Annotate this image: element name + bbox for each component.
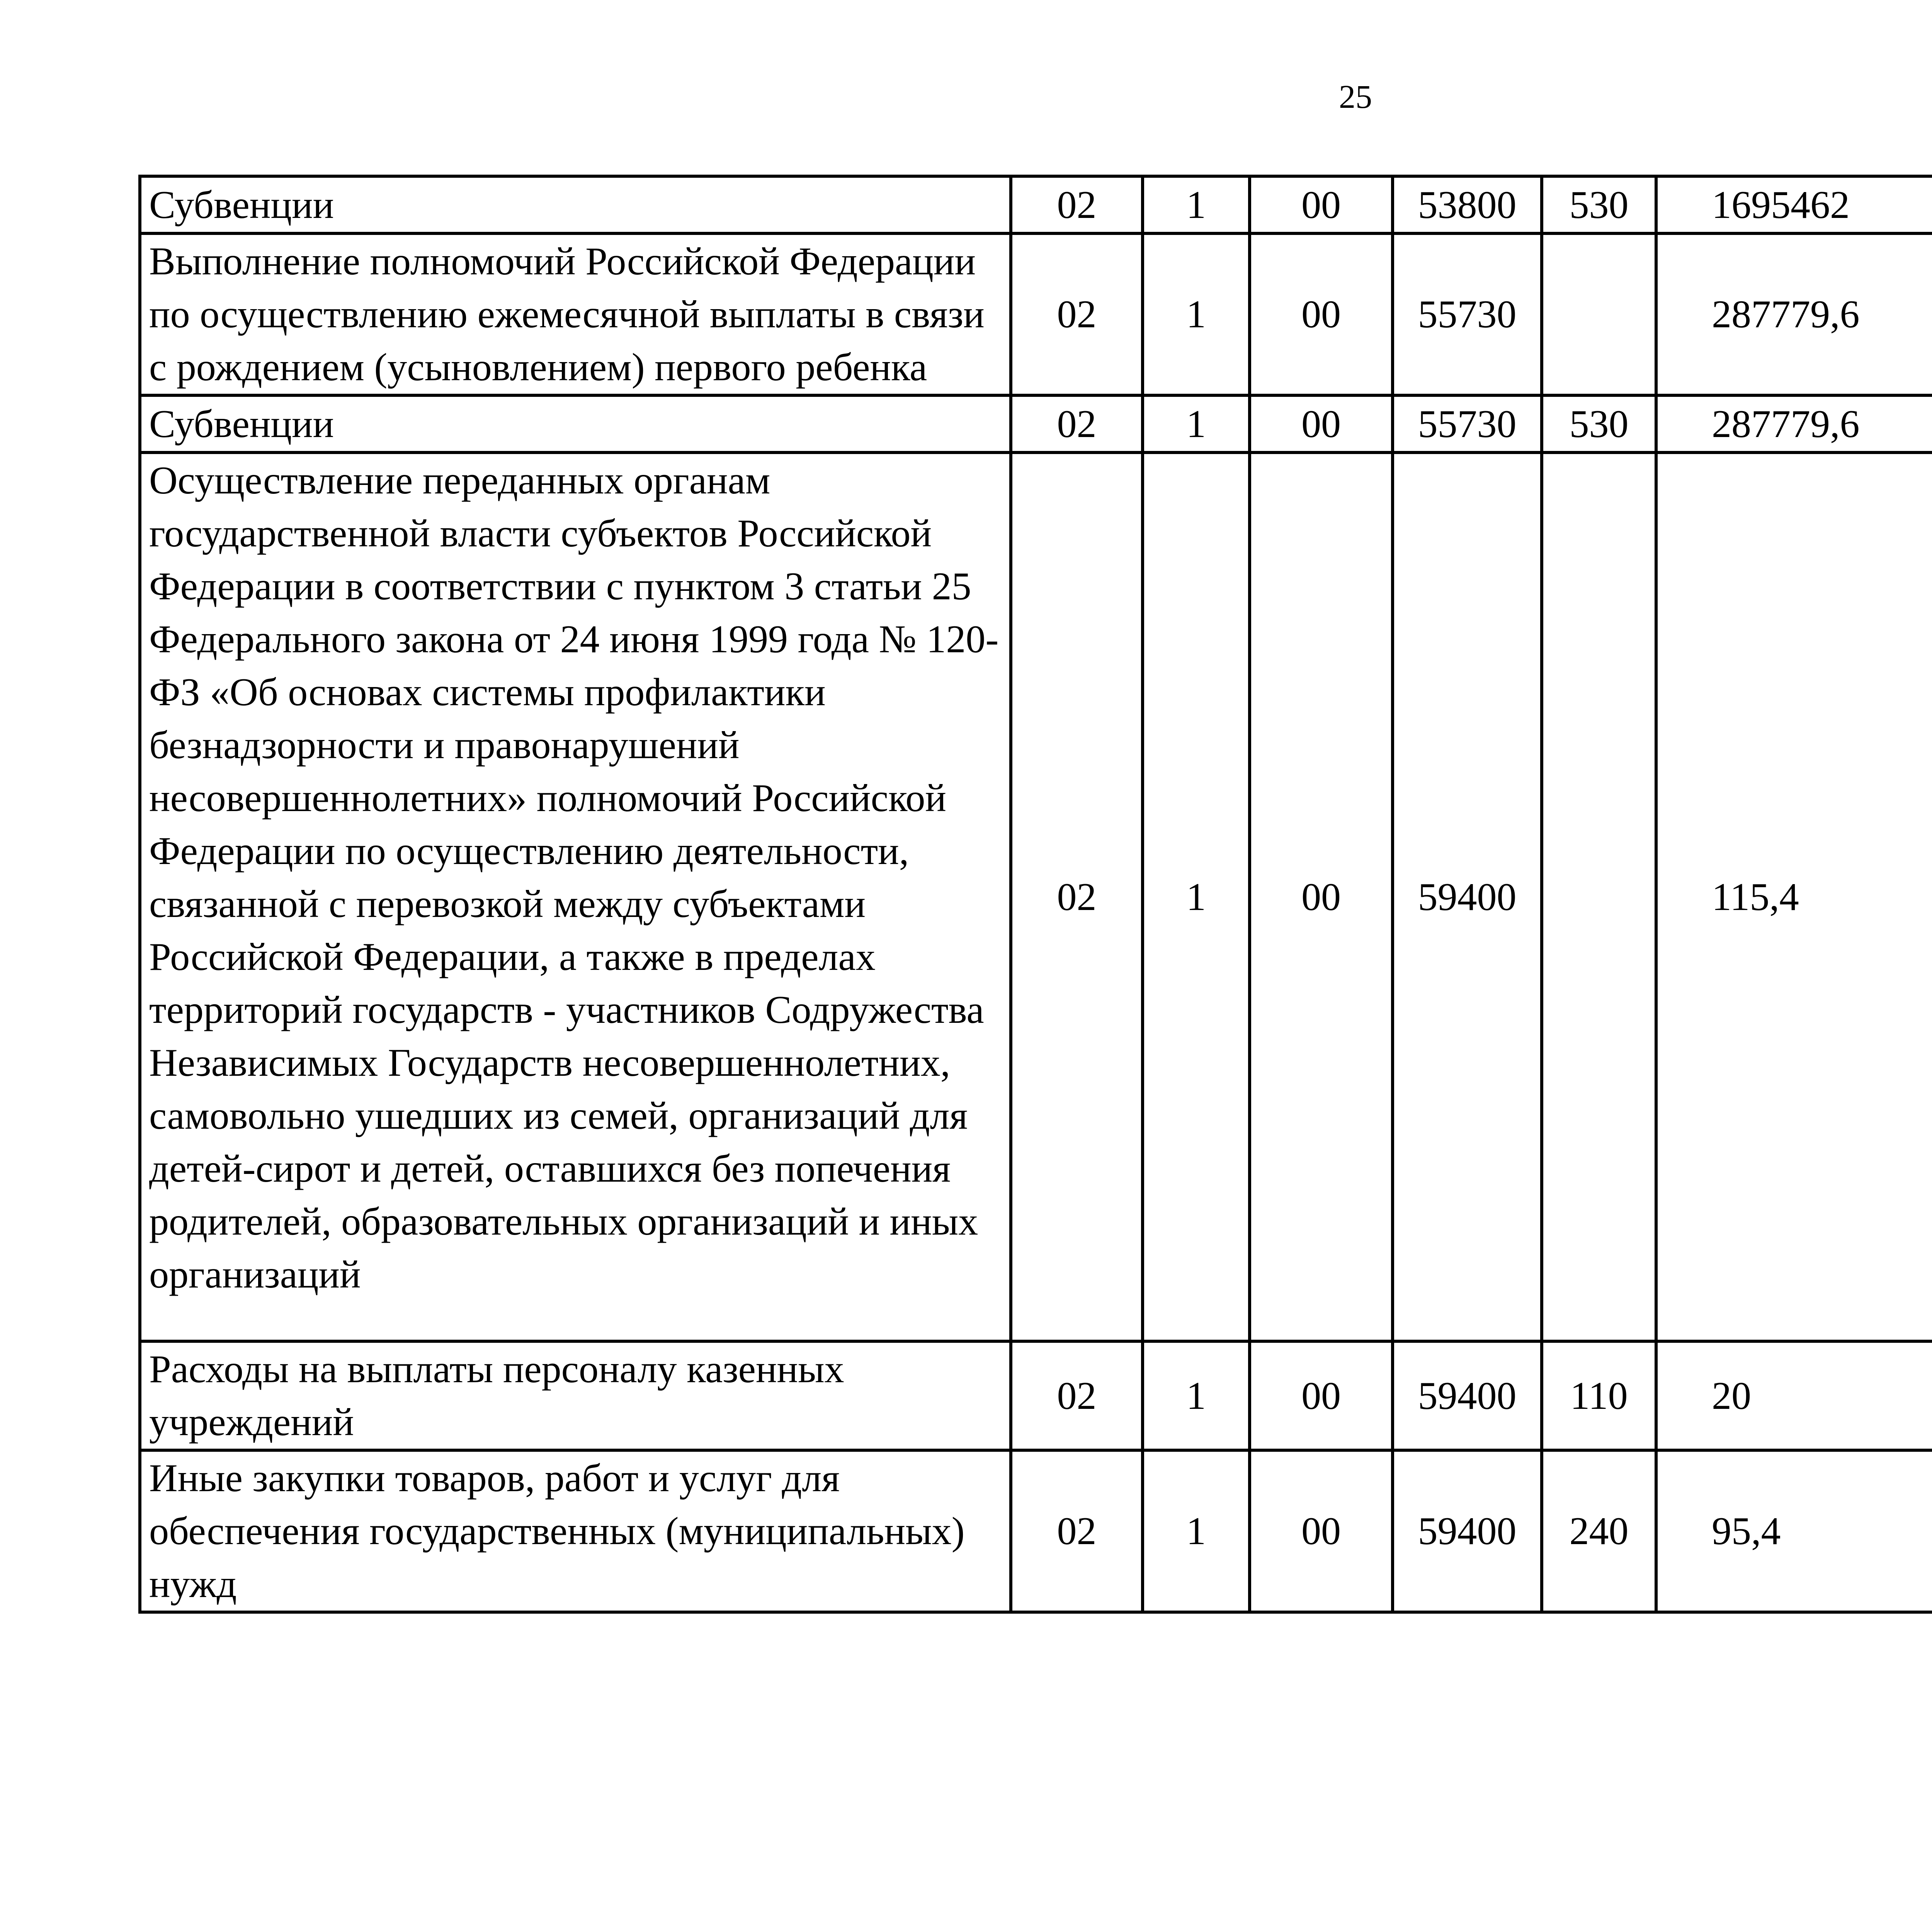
expense-type-code: 530 — [1542, 395, 1656, 452]
amount-year-1: 1695462 — [1656, 176, 1932, 233]
subprogram-code: 00 — [1250, 395, 1393, 452]
expense-type-code: 110 — [1542, 1341, 1656, 1450]
row-name: Расходы на выплаты персоналу казенных учреждений — [140, 1341, 1011, 1450]
program-code: 1 — [1143, 233, 1250, 395]
program-code: 1 — [1143, 1341, 1250, 1450]
row-name: Иные закупки товаров, работ и услуг для обеспечения государственных (муниципальных) нужд — [140, 1450, 1011, 1612]
subprogram-code: 00 — [1250, 452, 1393, 1341]
section-code: 02 — [1011, 233, 1143, 395]
row-name: Выполнение полномочий Российской Федерации по осуществлению ежемесячной выплаты в связи с рождением (усыновлением) первого ребенка — [140, 233, 1011, 395]
table-row — [140, 452, 1932, 1341]
program-code: 1 — [1143, 1450, 1250, 1612]
amount-year-1: 287779,6 — [1656, 233, 1932, 395]
expense-type-code: 240 — [1542, 1450, 1656, 1612]
program-code: 1 — [1143, 395, 1250, 452]
table-row — [140, 1341, 1932, 1450]
expense-type-code — [1542, 452, 1656, 1341]
budget-table — [138, 175, 1932, 1614]
section-code: 02 — [1011, 1341, 1143, 1450]
subprogram-code: 00 — [1250, 1450, 1393, 1612]
row-name: Осуществление переданных органам государственной власти субъектов Российской Федерации в соответствии с пунктом 3 статьи 25 Федерального закона от 24 июня 1999 года № 120-ФЗ «Об основах системы профилактики безнадзорности и правонарушений несовершеннолетних» полномочий Российской Федерации по осуществлению деятельности, связанной с перевозкой между субъектами Российской Федерации, а также в пределах территорий государств - участников Содружества Независимых Государств несовершеннолетних, самовольно ушедших из семей, организаций для детей-сирот и детей, оставшихся без попечения родителей, образовательных организаций и иных организаций — [140, 452, 1011, 1341]
table-row — [140, 395, 1932, 452]
amount-year-1: 115,4 — [1656, 452, 1932, 1341]
direction-code: 53800 — [1393, 176, 1542, 233]
page-number: 25 — [1339, 78, 1372, 115]
expense-type-code — [1542, 233, 1656, 395]
subprogram-code: 00 — [1250, 176, 1393, 233]
program-code: 1 — [1143, 452, 1250, 1341]
program-code: 1 — [1143, 176, 1250, 233]
section-code: 02 — [1011, 395, 1143, 452]
row-name: Субвенции — [140, 176, 1011, 233]
section-code: 02 — [1011, 1450, 1143, 1612]
table-row — [140, 1450, 1932, 1612]
amount-year-1: 95,4 — [1656, 1450, 1932, 1612]
amount-year-1: 287779,6 — [1656, 395, 1932, 452]
direction-code: 59400 — [1393, 452, 1542, 1341]
expense-type-code: 530 — [1542, 176, 1656, 233]
direction-code: 55730 — [1393, 395, 1542, 452]
row-name: Субвенции — [140, 395, 1011, 452]
section-code: 02 — [1011, 452, 1143, 1341]
subprogram-code: 00 — [1250, 233, 1393, 395]
direction-code: 59400 — [1393, 1341, 1542, 1450]
subprogram-code: 00 — [1250, 1341, 1393, 1450]
table-row — [140, 176, 1932, 233]
direction-code: 59400 — [1393, 1450, 1542, 1612]
amount-year-1: 20 — [1656, 1341, 1932, 1450]
table-row — [140, 233, 1932, 395]
direction-code: 55730 — [1393, 233, 1542, 395]
section-code: 02 — [1011, 176, 1143, 233]
